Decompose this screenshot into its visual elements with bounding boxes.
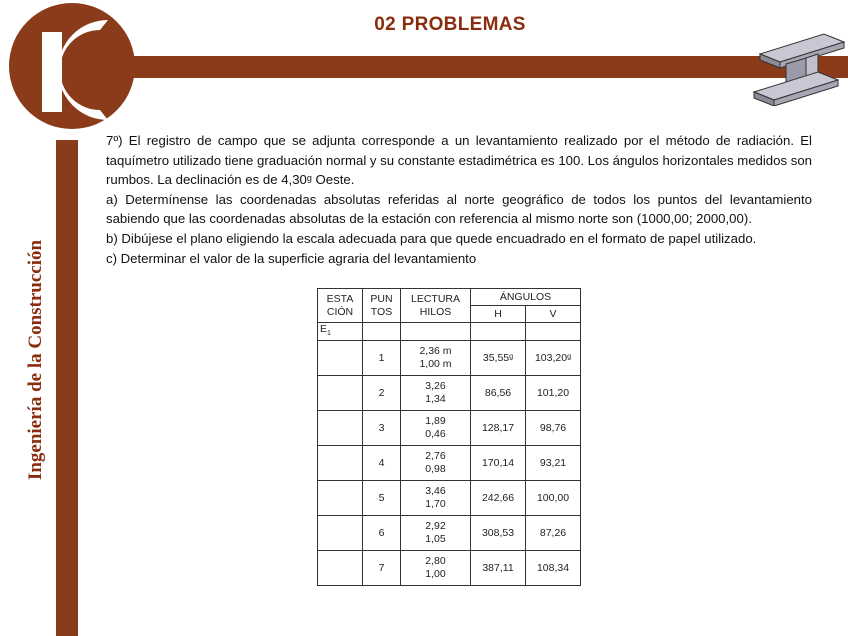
steel-beam-icon [746, 24, 848, 106]
side-bar [56, 140, 78, 636]
problem-paragraph: b) Dibújese el plano eligiendo la escala adecuada para que quede encuadrado en el formato de papel utilizado. [106, 230, 757, 246]
header-bar [130, 56, 848, 78]
header-estacion: ESTA CIÓN [318, 289, 363, 323]
sidebar-label-text: Ingeniería de la Construcción [25, 239, 46, 481]
ic-logo [8, 2, 136, 130]
header-lectura: LECTURA HILOS [401, 289, 471, 323]
table-row: 2 3,26 1,34 86,56 101,20 [318, 376, 581, 411]
problem-paragraph: a) Determínense las coordenadas absolutas referidas al norte geográfico de todos los puntos del levantamiento sabiendo que las coordenadas absolutas de la estación con referencia al mismo norte son (1000,00; 2000,00). [106, 191, 812, 227]
page-title: 02 PROBLEMAS [374, 14, 526, 35]
problem-statement [106, 131, 812, 268]
table-row: 6 2,92 1,05 308,53 87,26 [318, 516, 581, 551]
header-v: V [526, 306, 581, 323]
table-row: 4 2,76 0,98 170,14 93,21 [318, 446, 581, 481]
table-row: 1 2,36 m 1,00 m 35,55ᵍ 103,20ᵍ [318, 341, 581, 376]
header-angulos: ÁNGULOS [471, 289, 581, 306]
field-record-table [317, 288, 581, 586]
table-row: 3 1,89 0,46 128,17 98,76 [318, 411, 581, 446]
header-h: H [471, 306, 526, 323]
station-cell: $E_1$ [318, 323, 363, 341]
problem-paragraph: 7º) El registro de campo que se adjunta corresponde a un levantamiento realizado por el método de radiación. El taquímetro utilizado tiene graduación normal y su constante estadimétrica es 100. Los ángulos horizontales medidos son rumbos. La declinación es de 4,30ᵍ Oeste. [106, 133, 812, 188]
header-puntos: PUN TOS [363, 289, 401, 323]
problem-paragraph: c) Determinar el valor de la superficie agraria del levantamiento [106, 250, 477, 266]
table-row: 7 2,80 1,00 387,11 108,34 [318, 551, 581, 586]
table-row: 5 3,46 1,70 242,66 100,00 [318, 481, 581, 516]
